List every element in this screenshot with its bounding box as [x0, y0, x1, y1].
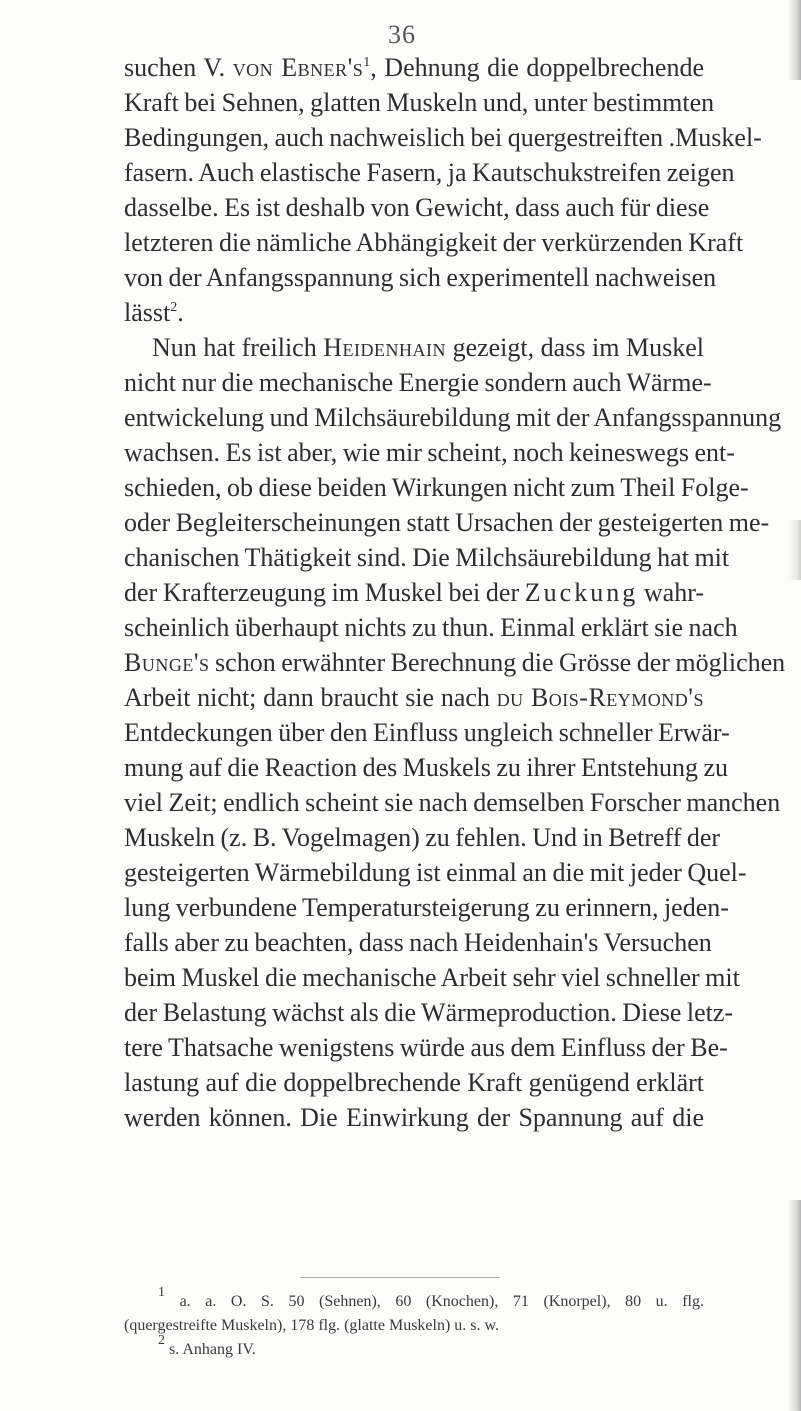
footnote-marker: 2 [158, 1333, 165, 1348]
text-line: tere Thatsache wenigstens würde aus dem Einfluss der Be- [124, 1033, 728, 1062]
text-line: lastung auf die doppelbrechende Kraft genügend erklärt [124, 1068, 704, 1097]
text-line: chanischen Thätigkeit sind. Die Milchsäurebildung hat mit [124, 543, 730, 572]
text-line: viel Zeit; endlich scheint sie nach demselben Forscher manchen [124, 788, 781, 817]
page-edge-shadow [787, 0, 801, 80]
text-line: gesteigerten Wärmebildung ist einmal an die mit jeder Quel- [124, 858, 747, 887]
footnote-continuation: (quergestreifte Muskeln), 178 flg. (glatte Muskeln) u. s. w. [124, 1317, 500, 1334]
page-edge-shadow [787, 520, 801, 580]
text-line: schieden, ob diese beiden Wirkungen nicht zum Theil Folge- [124, 473, 749, 502]
text-line: beim Muskel die mechanische Arbeit sehr viel schneller mit [124, 963, 740, 992]
footnote: $^2$ s. Anhang IV. [158, 1333, 256, 1358]
text-line: falls aber zu beachten, dass nach Heidenhain's Versuchen [124, 928, 712, 957]
author-name: du Bois-Reymond's [496, 683, 704, 712]
footnote-marker: 1 [363, 55, 371, 70]
text-line: Muskeln (z. B. Vogelmagen) zu fehlen. Und in Betreff der [124, 823, 721, 852]
text-line: Entdeckungen über den Einfluss ungleich schneller Erwär- [124, 718, 730, 747]
text-line: suchen V. von $Ebner's^1$, Dehnung die doppelbrechende [124, 53, 704, 82]
footnotes [124, 1285, 704, 1362]
text-line: dasselbe. Es ist deshalb von Gewicht, dass auch für diese [124, 193, 710, 222]
text-line: der Krafterzeugung im Muskel bei der Zuckung wahr- [124, 578, 704, 607]
text-line: von der Anfangsspannung sich experimentell nachweisen [124, 263, 717, 292]
footnote-marker: 1 [158, 1285, 165, 1300]
text-line: werden können. Die Einwirkung der Spannung auf die [124, 1103, 704, 1132]
text-line: der Belastung wächst als die Wärmeproduction. Diese letz- [124, 998, 734, 1027]
text-line: Nun hat freilich Heidenhain gezeigt, dass im Muskel [152, 333, 705, 362]
author-name: von Ebner's [232, 53, 364, 82]
page-edge-shadow [787, 1200, 801, 1411]
author-name: Bunge's [124, 648, 210, 677]
text-line: Bunge's schon erwähnter Berechnung die Grösse der möglichen [124, 648, 786, 677]
text-line: fasern. Auch elastische Fasern, ja Kautschukstreifen zeigen [124, 158, 735, 187]
text-line: wachsen. Es ist aber, wie mir scheint, noch keineswegs ent- [124, 438, 735, 467]
text-line: Arbeit nicht; dann braucht sie nach du Bois-Reymond's [124, 683, 704, 712]
footnote: $^1$ a. a. O. S. 50 (Sehnen), 60 (Knochen), 71 (Knorpel), 80 u. flg. [158, 1285, 704, 1310]
text-line: Kraft bei Sehnen, glatten Muskeln und, unter bestimmten [124, 88, 715, 117]
author-name: Heidenhain [323, 333, 447, 362]
text-line: mung auf die Reaction des Muskels zu ihrer Entstehung zu [124, 753, 729, 782]
text-line: Bedingungen, auch nachweislich bei quergestreiften .Muskel- [124, 123, 762, 152]
text-line: nicht nur die mechanische Energie sondern auch Wärme- [124, 368, 712, 397]
text-line: entwickelung und Milchsäurebildung mit der Anfangsspannung [124, 403, 782, 432]
text-line: scheinlich überhaupt nichts zu thun. Einmal erklärt sie nach [124, 613, 738, 642]
text-line: oder Begleiterscheinungen statt Ursachen der gesteigerten me- [124, 508, 770, 537]
footnote-marker: 2 [170, 300, 178, 315]
body-text [124, 50, 786, 1135]
footnote-separator [300, 1277, 500, 1278]
page-number: 36 [388, 20, 416, 49]
text-line: lung verbundene Temperatursteigerung zu erinnern, jeden- [124, 893, 729, 922]
text-line: letzteren die nämliche Abhängigkeit der verkürzenden Kraft [124, 228, 744, 257]
emphasized-word: Zuckung [524, 578, 639, 607]
text-line: lässt$^2$. [124, 298, 184, 327]
